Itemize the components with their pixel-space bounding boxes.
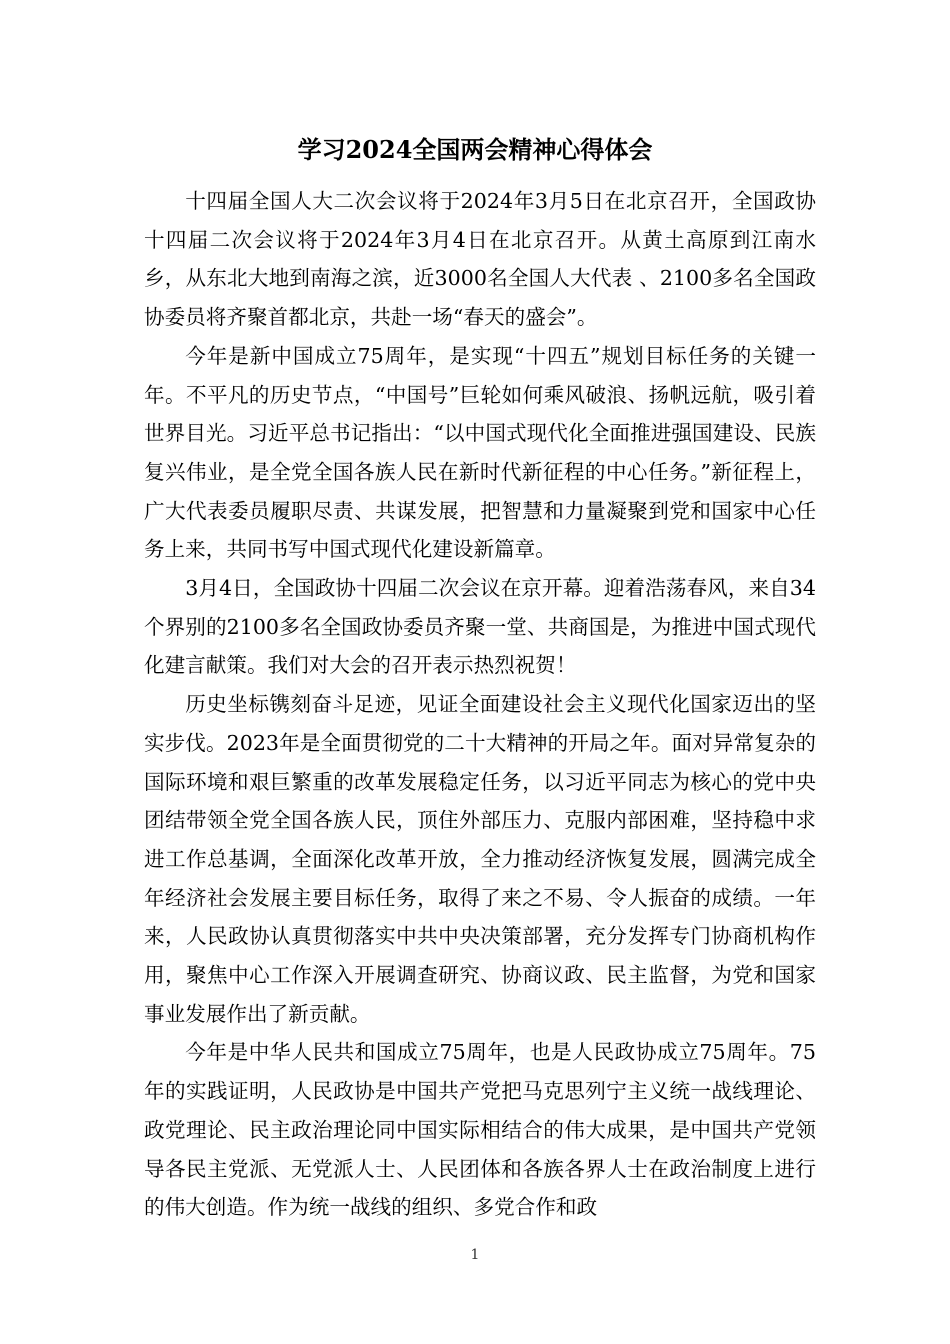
paragraph-1: 十四届全国人大二次会议将于2024年3月5日在北京召开，全国政协十四届二次会议将于2024年3月4日在北京召开。从黄土高原到江南水乡，从东北大地到南海之滨，近3000名全国人大代表 、2100多名全国政协委员将齐聚首都北京，共赴一场“春天的盛会”。: [144, 189, 816, 330]
paragraph-3: 3月4日，全国政协十四届二次会议在京开幕。迎着浩荡春风，来自34个界别的2100多名全国政协委员齐聚一堂、共商国是，为推进中国式现代化建言献策。我们对大会的召开表示热烈祝贺！: [144, 576, 817, 678]
paragraph-2: 今年是新中国成立75周年，是实现“十四五”规划目标任务的关键一年。不平凡的历史节点，“中国号”巨轮如何乘风破浪、扬帆远航，吸引着世界目光。习近平总书记指出：“以中国式现代化全面推进强国建设、民族复兴伟业，是全党全国各族人民在新时代新征程的中心任务。”新征程上，广大代表委员履职尽责、共谋发展，把智慧和力量凝聚到党和国家中心任务上来，共同书写中国式现代化建设新篇章。: [144, 343, 816, 562]
document-body: [144, 182, 816, 1227]
document-title: 学习2024全国两会精神心得体会: [297, 135, 653, 164]
paragraph-4: 历史坐标镌刻奋斗足迹，见证全面建设社会主义现代化国家迈出的坚实步伐。2023年是全面贯彻党的二十大精神的开局之年。面对异常复杂的国际环境和艰巨繁重的改革发展稳定任务，以习近平同志为核心的党中央团结带领全党全国各族人民，顶住外部压力、克服内部困难，坚持稳中求进工作总基调，全面深化改革开放，全力推动经济恢复发展，圆满完成全年经济社会发展主要目标任务，取得了来之不易、令人振奋的成绩。一年来，人民政协认真贯彻落实中共中央决策部署，充分发挥专门协商机构作用，聚焦中心工作深入开展调查研究、协商议政、民主监督，为党和国家事业发展作出了新贡献。: [144, 692, 817, 1026]
paragraph-5: 今年是中华人民共和国成立75周年，也是人民政协成立75周年。75年的实践证明，人民政协是中国共产党把马克思列宁主义统一战线理论、政党理论、民主政治理论同中国实际相结合的伟大成果，是中国共产党领导各民主党派、无党派人士、人民团体和各族各界人士在政治制度上进行的伟大创造。作为统一战线的组织、多党合作和政: [144, 1040, 816, 1220]
page-number: 1: [470, 1247, 480, 1263]
